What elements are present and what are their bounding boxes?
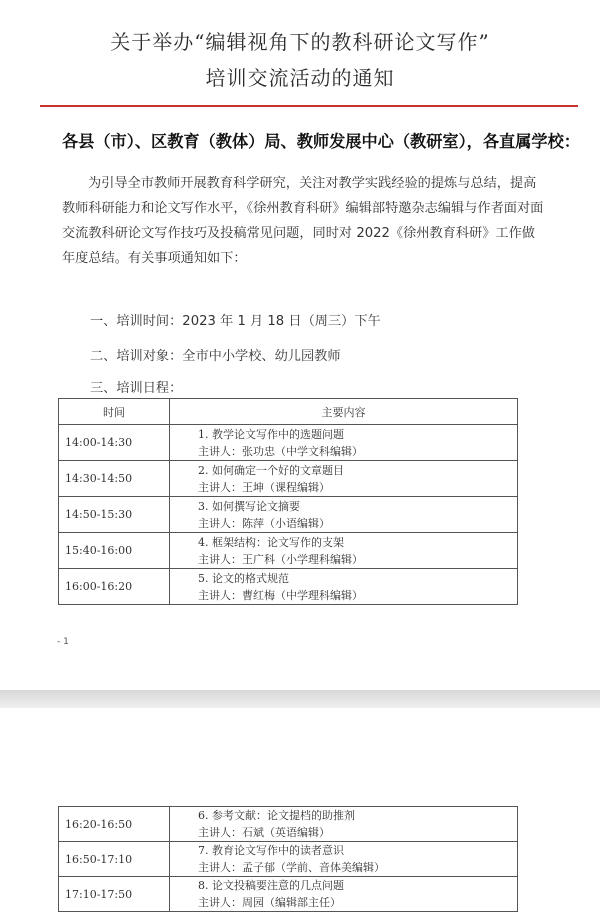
notice-title-line2: 培训交流活动的通知 <box>205 66 395 90</box>
session-speaker: 主讲人：王广科（小学理科编辑） <box>198 552 363 566</box>
session-topic: 4. 框架结构：论文写作的支架 <box>198 535 344 549</box>
item-training-time: 一、培训时间：2023 年 1 月 18 日（周三）下午 <box>90 314 381 329</box>
table-row <box>59 877 518 912</box>
session-content <box>170 461 518 497</box>
session-topic: 8. 论文投稿要注意的几点问题 <box>198 879 344 892</box>
session-speaker: 主讲人：曹红梅（中学理科编辑） <box>198 588 363 602</box>
session-topic: 7. 教育论文写作中的读者意识 <box>198 844 344 857</box>
table-row <box>59 461 518 497</box>
session-topic: 6. 参考文献：论文提档的助推剂 <box>198 809 355 822</box>
schedule-table-page1 <box>58 398 518 605</box>
session-content <box>170 425 518 461</box>
page-number: - 1 <box>57 637 69 647</box>
session-time: 15:40-16:00 <box>59 533 170 569</box>
paragraph-line: 交流教科研论文写作技巧及投稿常见问题，同时对 2022《徐州教育科研》工作做 <box>62 226 535 241</box>
table-row <box>59 533 518 569</box>
watermark-logo-icon <box>362 912 402 922</box>
red-divider <box>40 105 578 107</box>
addressee: 各县（市）、区教育（教体）局、教师发展中心（教研室），各直属学校： <box>62 132 580 151</box>
session-time: 14:30-14:50 <box>59 461 170 497</box>
session-content <box>170 807 518 842</box>
item-training-audience: 二、培训对象：全市中小学校、幼儿园教师 <box>90 349 341 364</box>
session-speaker: 主讲人：陈萍（小语编辑） <box>198 516 330 530</box>
notice-title-line1: 关于举办“编辑视角下的教科研论文写作” <box>110 30 490 54</box>
session-content <box>170 533 518 569</box>
session-time: 16:00-16:20 <box>59 569 170 605</box>
paragraph-line: 为引导全市教师开展教育科学研究，关注对教学实践经验的提炼与总结，提高 <box>88 176 537 191</box>
table-row <box>59 425 518 461</box>
session-content <box>170 569 518 605</box>
session-topic: 5. 论文的格式规范 <box>198 571 289 585</box>
header-time: 时间 <box>59 399 170 425</box>
session-speaker: 主讲人：石斌（英语编辑） <box>198 826 330 839</box>
item-training-schedule: 三、培训日程： <box>90 381 183 396</box>
table-row <box>59 569 518 605</box>
session-content <box>170 842 518 877</box>
session-time: 16:20-16:50 <box>59 807 170 842</box>
session-time: 17:10-17:50 <box>59 877 170 912</box>
session-content <box>170 877 518 912</box>
paragraph-line: 教师科研能力和论文写作水平，《徐州教育科研》编辑部特邀杂志编辑与作者面对面 <box>62 201 544 216</box>
table-row <box>59 807 518 842</box>
paragraph-line: 年度总结。有关事项通知如下： <box>62 251 247 266</box>
session-topic: 1. 教学论文写作中的选题问题 <box>198 427 344 441</box>
document-page-2 <box>0 708 600 922</box>
schedule-table-page2 <box>58 806 518 912</box>
session-speaker: 主讲人：孟子郁（学前、音体美编辑） <box>198 861 385 874</box>
session-time: 14:00-14:30 <box>59 425 170 461</box>
session-speaker: 主讲人：王坤（课程编辑） <box>198 480 330 494</box>
intro-paragraph <box>62 171 582 271</box>
session-topic: 2. 如何确定一个好的文章题目 <box>198 463 344 477</box>
page-gap <box>0 690 600 708</box>
table-row <box>59 842 518 877</box>
table-row <box>59 497 518 533</box>
session-time: 14:50-15:30 <box>59 497 170 533</box>
session-time: 16:50-17:10 <box>59 842 170 877</box>
session-content <box>170 497 518 533</box>
table-header-row <box>59 399 518 425</box>
header-content: 主要内容 <box>170 399 518 425</box>
session-speaker: 主讲人：张功忠（中学文科编辑） <box>198 444 363 458</box>
session-topic: 3. 如何撰写论文摘要 <box>198 499 300 513</box>
session-speaker: 主讲人：周园（编辑部主任） <box>198 896 341 909</box>
